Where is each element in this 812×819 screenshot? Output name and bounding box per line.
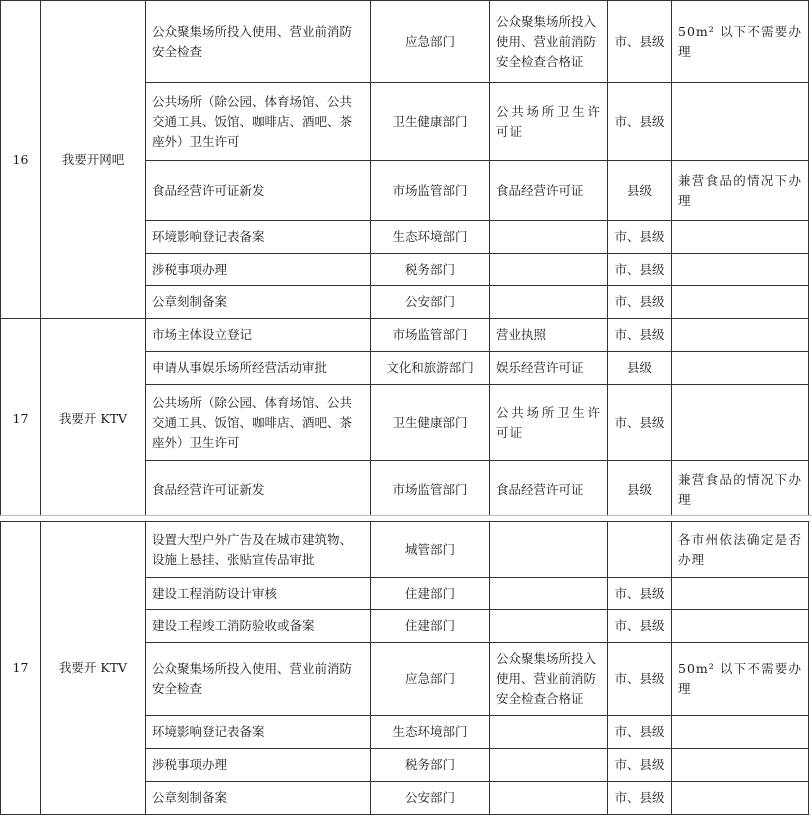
department: 住建部门 xyxy=(371,610,490,643)
note xyxy=(672,319,809,352)
certificate: 公众聚集场所投入使用、营业前消防安全检查合格证 xyxy=(490,643,608,716)
level: 市、县级 xyxy=(608,286,672,319)
table-row xyxy=(1,522,809,578)
note xyxy=(672,352,809,385)
department: 税务部门 xyxy=(371,749,490,782)
certificate: 营业执照 xyxy=(490,319,608,352)
certificate xyxy=(490,286,608,319)
item-name: 公章刻制备案 xyxy=(146,286,371,319)
note: 50m² 以下不需要办理 xyxy=(672,643,809,716)
group-number: 17 xyxy=(1,319,41,519)
certificate xyxy=(490,522,608,578)
certificate xyxy=(490,782,608,815)
level: 市、县级 xyxy=(608,643,672,716)
note: 兼营食品的情况下办理 xyxy=(672,461,809,519)
certificate: 食品经营许可证 xyxy=(490,461,608,519)
department: 生态环境部门 xyxy=(371,221,490,254)
department: 文化和旅游部门 xyxy=(371,352,490,385)
level: 市、县级 xyxy=(608,254,672,286)
item-name: 市场主体设立登记 xyxy=(146,319,371,352)
item-name: 食品经营许可证新发 xyxy=(146,161,371,221)
department: 应急部门 xyxy=(371,1,490,83)
note xyxy=(672,782,809,815)
group-name: 我要开网吧 xyxy=(41,1,146,319)
item-name: 食品经营许可证新发 xyxy=(146,461,371,519)
item-name: 环境影响登记表备案 xyxy=(146,716,371,749)
certificate: 公共场所卫生许可证 xyxy=(490,385,608,461)
certificate xyxy=(490,578,608,610)
department: 卫生健康部门 xyxy=(371,83,490,161)
level: 市、县级 xyxy=(608,578,672,610)
level: 市、县级 xyxy=(608,1,672,83)
note: 各市州依法确定是否办理 xyxy=(672,522,809,578)
department: 卫生健康部门 xyxy=(371,385,490,461)
certificate: 公共场所卫生许可证 xyxy=(490,83,608,161)
department: 市场监管部门 xyxy=(371,461,490,519)
group-number: 16 xyxy=(1,1,41,319)
item-name: 公章刻制备案 xyxy=(146,782,371,815)
level: 市、县级 xyxy=(608,782,672,815)
level: 县级 xyxy=(608,461,672,519)
certificate: 食品经营许可证 xyxy=(490,161,608,221)
item-name: 公共场所（除公园、体育场馆、公共交通工具、饭馆、咖啡店、酒吧、茶座外）卫生许可 xyxy=(146,385,371,461)
note xyxy=(672,221,809,254)
department: 住建部门 xyxy=(371,578,490,610)
department: 公安部门 xyxy=(371,782,490,815)
department: 应急部门 xyxy=(371,643,490,716)
note xyxy=(672,578,809,610)
service-table-bottom xyxy=(0,521,809,815)
item-name: 环境影响登记表备案 xyxy=(146,221,371,254)
item-name: 建设工程消防设计审核 xyxy=(146,578,371,610)
certificate xyxy=(490,254,608,286)
item-name: 公众聚集场所投入使用、营业前消防安全检查 xyxy=(146,1,371,83)
department: 税务部门 xyxy=(371,254,490,286)
certificate: 公众聚集场所投入使用、营业前消防安全检查合格证 xyxy=(490,1,608,83)
item-name: 设置大型户外广告及在城市建筑物、设施上悬挂、张贴宣传品审批 xyxy=(146,522,371,578)
table-row xyxy=(1,319,809,352)
item-name: 涉税事项办理 xyxy=(146,749,371,782)
department: 生态环境部门 xyxy=(371,716,490,749)
item-name: 公众聚集场所投入使用、营业前消防安全检查 xyxy=(146,643,371,716)
certificate xyxy=(490,716,608,749)
certificate xyxy=(490,221,608,254)
group-number: 17 xyxy=(1,522,41,815)
item-name: 建设工程竣工消防验收或备案 xyxy=(146,610,371,643)
level: 县级 xyxy=(608,352,672,385)
item-name: 公共场所（除公园、体育场馆、公共交通工具、饭馆、咖啡店、酒吧、茶座外）卫生许可 xyxy=(146,83,371,161)
note xyxy=(672,749,809,782)
note: 兼营食品的情况下办理 xyxy=(672,161,809,221)
level xyxy=(608,522,672,578)
level: 市、县级 xyxy=(608,749,672,782)
note xyxy=(672,83,809,161)
level: 市、县级 xyxy=(608,716,672,749)
certificate xyxy=(490,610,608,643)
certificate: 娱乐经营许可证 xyxy=(490,352,608,385)
group-name: 我要开 KTV xyxy=(41,319,146,519)
department: 公安部门 xyxy=(371,286,490,319)
certificate xyxy=(490,749,608,782)
level: 县级 xyxy=(608,161,672,221)
note xyxy=(672,385,809,461)
level: 市、县级 xyxy=(608,610,672,643)
department: 市场监管部门 xyxy=(371,319,490,352)
level: 市、县级 xyxy=(608,319,672,352)
table-row xyxy=(1,1,809,83)
item-name: 申请从事娱乐场所经营活动审批 xyxy=(146,352,371,385)
note xyxy=(672,610,809,643)
level: 市、县级 xyxy=(608,83,672,161)
note xyxy=(672,716,809,749)
note xyxy=(672,254,809,286)
level: 市、县级 xyxy=(608,221,672,254)
note xyxy=(672,286,809,319)
note: 50m² 以下不需要办理 xyxy=(672,1,809,83)
level: 市、县级 xyxy=(608,385,672,461)
group-name: 我要开 KTV xyxy=(41,522,146,815)
item-name: 涉税事项办理 xyxy=(146,254,371,286)
department: 市场监管部门 xyxy=(371,161,490,221)
department: 城管部门 xyxy=(371,522,490,578)
